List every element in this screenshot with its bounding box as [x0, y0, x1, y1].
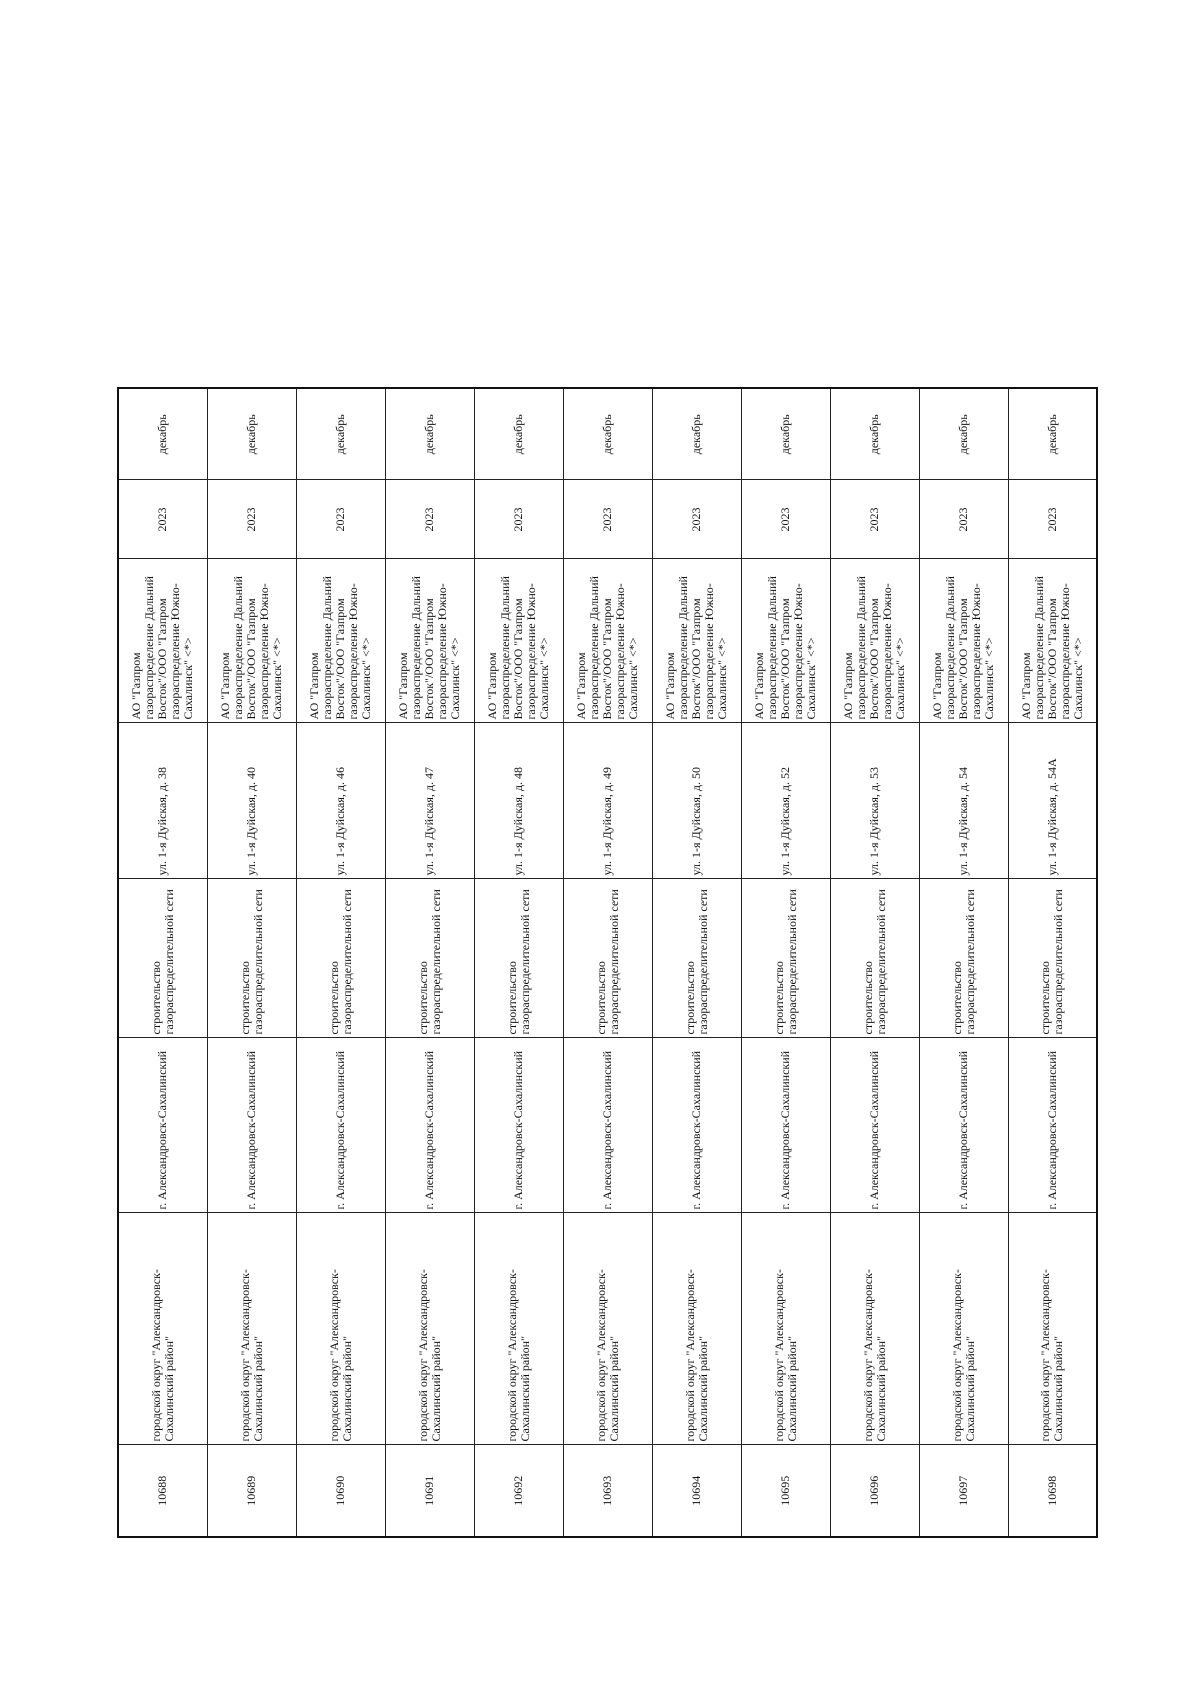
row-number: 10698: [1008, 1445, 1097, 1537]
address-cell: ул. 1-я Дуйская, д. 53: [830, 723, 919, 879]
organization-cell: АО "Газпром газораспределение Дальний Восток"/ООО "Газпром газораспределение Южно-Сахалинск" <*>: [741, 559, 830, 723]
settlement-cell: г. Александровск-Сахалинский: [296, 1038, 385, 1213]
work-type-cell: строительство газораспределительной сети: [741, 879, 830, 1038]
row-number: 10694: [652, 1445, 741, 1537]
organization-cell: АО "Газпром газораспределение Дальний Восток"/ООО "Газпром газораспределение Южно-Сахалинск" <*>: [296, 559, 385, 723]
month-cell: декабрь: [207, 388, 296, 480]
registry-table-container: [117, 389, 1096, 1538]
municipality-cell: городской округ "Александровск-Сахалинский район": [118, 1213, 207, 1445]
month-cell: декабрь: [296, 388, 385, 480]
settlement-cell: г. Александровск-Сахалинский: [118, 1038, 207, 1213]
table-row: [385, 388, 474, 1537]
month-cell: декабрь: [563, 388, 652, 480]
municipality-cell: городской округ "Александровск-Сахалинский район": [296, 1213, 385, 1445]
municipality-cell: городской округ "Александровск-Сахалинский район": [563, 1213, 652, 1445]
address-cell: ул. 1-я Дуйская, д. 54: [919, 723, 1008, 879]
row-number: 10691: [385, 1445, 474, 1537]
row-number: 10697: [919, 1445, 1008, 1537]
organization-cell: АО "Газпром газораспределение Дальний Восток"/ООО "Газпром газораспределение Южно-Сахалинск" <*>: [830, 559, 919, 723]
row-number: 10693: [563, 1445, 652, 1537]
month-cell: декабрь: [741, 388, 830, 480]
address-cell: ул. 1-я Дуйская, д. 40: [207, 723, 296, 879]
settlement-cell: г. Александровск-Сахалинский: [385, 1038, 474, 1213]
work-type-cell: строительство газораспределительной сети: [118, 879, 207, 1038]
year-cell: 2023: [118, 480, 207, 559]
work-type-cell: строительство газораспределительной сети: [652, 879, 741, 1038]
year-cell: 2023: [474, 480, 563, 559]
month-cell: декабрь: [919, 388, 1008, 480]
work-type-cell: строительство газораспределительной сети: [563, 879, 652, 1038]
year-cell: 2023: [830, 480, 919, 559]
table-row: [830, 388, 919, 1537]
settlement-cell: г. Александровск-Сахалинский: [919, 1038, 1008, 1213]
work-type-cell: строительство газораспределительной сети: [296, 879, 385, 1038]
year-cell: 2023: [563, 480, 652, 559]
organization-cell: АО "Газпром газораспределение Дальний Восток"/ООО "Газпром газораспределение Южно-Сахалинск" <*>: [563, 559, 652, 723]
row-number: 10695: [741, 1445, 830, 1537]
settlement-cell: г. Александровск-Сахалинский: [1008, 1038, 1097, 1213]
organization-cell: АО "Газпром газораспределение Дальний Восток"/ООО "Газпром газораспределение Южно-Сахалинск" <*>: [919, 559, 1008, 723]
table-row: [563, 388, 652, 1537]
work-type-cell: строительство газораспределительной сети: [1008, 879, 1097, 1038]
address-cell: ул. 1-я Дуйская, д. 50: [652, 723, 741, 879]
month-cell: декабрь: [830, 388, 919, 480]
municipality-cell: городской округ "Александровск-Сахалинский район": [919, 1213, 1008, 1445]
organization-cell: АО "Газпром газораспределение Дальний Восток"/ООО "Газпром газораспределение Южно-Сахалинск" <*>: [207, 559, 296, 723]
year-cell: 2023: [385, 480, 474, 559]
municipality-cell: городской округ "Александровск-Сахалинский район": [652, 1213, 741, 1445]
municipality-cell: городской округ "Александровск-Сахалинский район": [1008, 1213, 1097, 1445]
organization-cell: АО "Газпром газораспределение Дальний Восток"/ООО "Газпром газораспределение Южно-Сахалинск" <*>: [474, 559, 563, 723]
year-cell: 2023: [296, 480, 385, 559]
work-type-cell: строительство газораспределительной сети: [207, 879, 296, 1038]
municipality-cell: городской округ "Александровск-Сахалинский район": [474, 1213, 563, 1445]
month-cell: декабрь: [118, 388, 207, 480]
address-cell: ул. 1-я Дуйская, д. 54А: [1008, 723, 1097, 879]
year-cell: 2023: [652, 480, 741, 559]
address-cell: ул. 1-я Дуйская, д. 47: [385, 723, 474, 879]
table-row: [741, 388, 830, 1537]
settlement-cell: г. Александровск-Сахалинский: [741, 1038, 830, 1213]
table-row: [919, 388, 1008, 1537]
year-cell: 2023: [207, 480, 296, 559]
work-type-cell: строительство газораспределительной сети: [474, 879, 563, 1038]
settlement-cell: г. Александровск-Сахалинский: [830, 1038, 919, 1213]
table-row: [207, 388, 296, 1537]
table-row: [118, 388, 207, 1537]
address-cell: ул. 1-я Дуйская, д. 46: [296, 723, 385, 879]
organization-cell: АО "Газпром газораспределение Дальний Восток"/ООО "Газпром газораспределение Южно-Сахалинск" <*>: [652, 559, 741, 723]
year-cell: 2023: [741, 480, 830, 559]
settlement-cell: г. Александровск-Сахалинский: [563, 1038, 652, 1213]
table-row: [296, 388, 385, 1537]
row-number: 10688: [118, 1445, 207, 1537]
work-type-cell: строительство газораспределительной сети: [830, 879, 919, 1038]
address-cell: ул. 1-я Дуйская, д. 48: [474, 723, 563, 879]
month-cell: декабрь: [474, 388, 563, 480]
work-type-cell: строительство газораспределительной сети: [385, 879, 474, 1038]
address-cell: ул. 1-я Дуйская, д. 49: [563, 723, 652, 879]
row-number: 10692: [474, 1445, 563, 1537]
row-number: 10690: [296, 1445, 385, 1537]
municipality-cell: городской округ "Александровск-Сахалинский район": [830, 1213, 919, 1445]
municipality-cell: городской округ "Александровск-Сахалинский район": [385, 1213, 474, 1445]
table-row: [652, 388, 741, 1537]
municipality-cell: городской округ "Александровск-Сахалинский район": [207, 1213, 296, 1445]
settlement-cell: г. Александровск-Сахалинский: [474, 1038, 563, 1213]
organization-cell: АО "Газпром газораспределение Дальний Восток"/ООО "Газпром газораспределение Южно-Сахалинск" <*>: [118, 559, 207, 723]
gasification-registry-table: [117, 387, 1098, 1538]
settlement-cell: г. Александровск-Сахалинский: [207, 1038, 296, 1213]
municipality-cell: городской округ "Александровск-Сахалинский район": [741, 1213, 830, 1445]
address-cell: ул. 1-я Дуйская, д. 52: [741, 723, 830, 879]
organization-cell: АО "Газпром газораспределение Дальний Восток"/ООО "Газпром газораспределение Южно-Сахалинск" <*>: [1008, 559, 1097, 723]
settlement-cell: г. Александровск-Сахалинский: [652, 1038, 741, 1213]
year-cell: 2023: [1008, 480, 1097, 559]
table-row: [474, 388, 563, 1537]
address-cell: ул. 1-я Дуйская, д. 38: [118, 723, 207, 879]
table-row: [1008, 388, 1097, 1537]
row-number: 10696: [830, 1445, 919, 1537]
row-number: 10689: [207, 1445, 296, 1537]
month-cell: декабрь: [652, 388, 741, 480]
work-type-cell: строительство газораспределительной сети: [919, 879, 1008, 1038]
year-cell: 2023: [919, 480, 1008, 559]
organization-cell: АО "Газпром газораспределение Дальний Восток"/ООО "Газпром газораспределение Южно-Сахалинск" <*>: [385, 559, 474, 723]
month-cell: декабрь: [385, 388, 474, 480]
month-cell: декабрь: [1008, 388, 1097, 480]
